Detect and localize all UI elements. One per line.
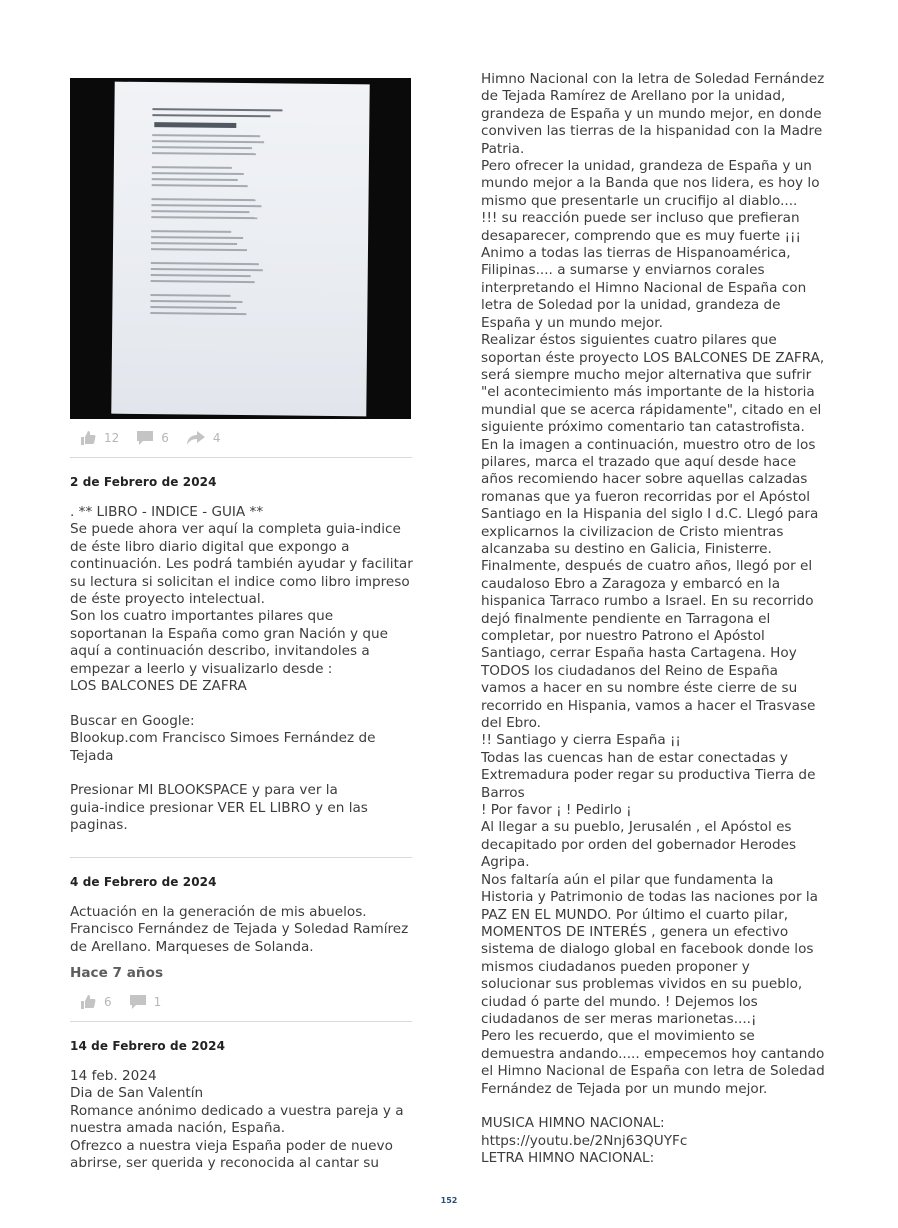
- body-line: el Himno Nacional de España con letra de Soledad: [481, 1063, 825, 1080]
- body-line: Himno Nacional con la letra de Soledad Fernández: [481, 71, 825, 87]
- entry-body: Actuación en la generación de mis abuelos. Francisco Fernández de Tejada y Soledad Ramírez de Arellano. Marqueses de Solanda.: [70, 903, 409, 955]
- share-count: 4: [212, 431, 221, 445]
- body-line: será siempre mucho mejor alternativa que sufrir: [481, 366, 812, 383]
- entry-body: 14 feb. 2024 Dia de San Valentín Romance anónimo dedicado a vuestra pareja y a nuestra amada nación, España. Ofrezco a nuestra vieja España poder de nuevo abrirse, ser querida y reconocida al cantar su: [70, 1067, 404, 1171]
- body-line: Patria.: [481, 140, 525, 157]
- body-line: romanas que ya fueron recorridas por el Apóstol: [481, 488, 811, 505]
- comment-button[interactable]: [130, 995, 162, 1009]
- like-button[interactable]: [80, 431, 119, 445]
- body-line: TODOS los ciudadanos del Reino de España: [481, 662, 778, 679]
- comment-icon: [130, 995, 146, 1009]
- like-count: 6: [104, 994, 112, 1009]
- body-line: decapitado por orden del gobernador Herodes: [481, 836, 797, 853]
- body-line: Finalmente, después de cuatro años, llegó por el: [481, 558, 813, 575]
- body-line: Extremadura poder regar su productiva Tierra de: [481, 767, 816, 784]
- body-line: mismos ciudadanos pueden proponer y: [481, 958, 750, 975]
- body-line: mundo mejor a la Banda que nos lidera, es hoy lo: [481, 175, 820, 192]
- share-icon: [187, 431, 205, 445]
- body-line: conviven las tierras de la hispanidad con la Madre: [481, 123, 823, 140]
- left-column: [70, 78, 412, 1172]
- body-line: mundial que se acerca rápidamente", citado en el: [481, 401, 822, 418]
- comment-count: 1: [153, 994, 162, 1009]
- post-actions: [70, 989, 412, 1022]
- body-line: MUSICA HIMNO NACIONAL:: [481, 1115, 665, 1132]
- share-button[interactable]: [187, 431, 221, 445]
- thumbs-up-icon: [80, 431, 96, 445]
- body-line: explicarnos la civilizacion de Cristo mientras: [481, 523, 784, 540]
- entry-date: 14 de Febrero de 2024: [70, 1038, 226, 1053]
- post-actions: [70, 419, 412, 458]
- body-line: años recomiendo hacer sobre aquellas calzadas: [481, 471, 808, 488]
- body-line: alcanzaba su destino en Galicia, Finisterre.: [481, 540, 772, 557]
- body-line: ciudad ó parte del mundo. ! Dejemos los: [481, 993, 758, 1010]
- entry-date: 2 de Febrero de 2024: [70, 475, 217, 489]
- body-line: Filipinas.... a sumarse y enviarnos corales: [481, 262, 765, 279]
- paper-sheet: [111, 82, 369, 417]
- body-line: completar, por nuestro Patrono el Apóstol: [481, 628, 765, 644]
- comment-button[interactable]: [137, 431, 169, 445]
- body-line: hispanica Tarraco rumbo a Israel. En su recorrido: [481, 593, 814, 610]
- body-line: Nos faltaría aún el pilar que fundamenta la: [481, 871, 774, 888]
- body-line: Agripa.: [481, 854, 530, 871]
- entry-body: . ** LIBRO - INDICE - GUIA ** Se puede ahora ver aquí la completa guia-indice de éste libro diario digital que expongo a continuación. Les podrá también ayudar y facilitar su lectura si solicitan el indice como libro impreso de éste proyecto intelectual. Son los cuatro importantes pilares que soportanan la España como gran Nación y que aquí a continuación describo, invitandoles a empezar a leerlo y visualizarlo desde : LOS BALCONES DE ZAFRA Buscar en Google: Blookup.com Francisco Simoes Fernández de Tejada Presionar MI BLOOKSPACE y para ver la guia-indice presionar VER EL LIBRO y en las paginas.: [70, 504, 413, 834]
- body-line: PAZ EN EL MUNDO. Por último el cuarto pilar,: [481, 906, 789, 923]
- like-button[interactable]: [80, 995, 112, 1009]
- body-line: En la imagen a continuación, muestro otro de los: [481, 436, 816, 453]
- body-line: solucionar sus problemas vividos en su pueblo,: [481, 976, 803, 993]
- body-line: Fernández de Tejada por un mundo mejor.: [481, 1080, 768, 1097]
- anthem-lyrics-photo: [70, 78, 411, 419]
- body-line: sistema de dialogo global en facebook donde los: [481, 941, 814, 958]
- post-age: Hace 7 años: [70, 964, 164, 981]
- body-line: pilares, marca el trazado que aquí desde hace: [481, 453, 797, 470]
- body-line: España y un mundo mejor.: [481, 314, 663, 331]
- body-line: LETRA HIMNO NACIONAL:: [481, 1150, 655, 1167]
- divider: [70, 857, 412, 858]
- body-line: "el acontecimiento más importante de la historia: [481, 384, 815, 401]
- body-line: mismo que presentarle un crucifijo al diablo....: [481, 192, 798, 209]
- body-line: siguiente próximo comentario tan catastrofista.: [481, 419, 805, 436]
- body-line: recorrido en Hispania, vamos a hacer el Trasvase: [481, 697, 816, 714]
- comment-count: 6: [161, 431, 169, 445]
- body-line: ciudadanos de ser meras marionetas....¡: [481, 1010, 757, 1027]
- body-line: Todas las cuencas han de estar conectadas y: [481, 749, 788, 766]
- body-line: desaparecer, comprendo que es muy fuerte ¡¡¡: [481, 227, 801, 244]
- body-line: interpretando el Himno Nacional de España con: [481, 279, 807, 296]
- body-line: demuestra andando..... empecemos hoy cantando: [481, 1045, 825, 1062]
- body-line: !!! su reacción puede ser incluso que prefieran: [481, 210, 800, 227]
- body-line: https://youtu.be/2Nnj63QUYFc: [481, 1132, 688, 1149]
- body-line: Santiago en la Hispania del siglo I d.C. Llegó para: [481, 506, 819, 523]
- body-line: Al llegar a su pueblo, Jerusalén , el Apóstol es: [481, 819, 792, 836]
- body-line: !! Santiago y cierra España ¡¡: [481, 732, 681, 749]
- body-line: caudaloso Ebro a Zaragoza y embarcó en la: [481, 575, 781, 592]
- right-column: [481, 71, 826, 1168]
- comment-icon: [137, 431, 153, 445]
- body-line: Barros: [481, 784, 525, 801]
- thumbs-up-icon: [80, 995, 96, 1009]
- body-line: del Ebro.: [481, 715, 541, 732]
- body-line: ! Por favor ¡ ! Pedirlo ¡: [481, 802, 632, 819]
- body-line: [481, 1098, 826, 1115]
- body-line: Realizar éstos siguientes cuatro pilares que: [481, 332, 777, 349]
- body-line: Pero les recuerdo, que el movimiento se: [481, 1028, 755, 1045]
- body-line: dejó finalmente pendiente en Tarragona el: [481, 610, 771, 627]
- like-count: 12: [104, 431, 120, 445]
- body-line: vamos a hacer en su nombre éste cierre de su: [481, 680, 798, 697]
- body-line: Animo a todas las tierras de Hispanoamérica,: [481, 245, 791, 262]
- body-line: Santiago, cerrar España hasta Cartagena. Hoy: [481, 645, 797, 662]
- body-line: grandeza de España y un mundo mejor, en donde: [481, 105, 822, 122]
- entry-date: 4 de Febrero de 2024: [70, 874, 217, 889]
- body-line: soportan éste proyecto LOS BALCONES DE ZAFRA,: [481, 349, 825, 366]
- body-line: letra de Soledad por la unidad, grandeza de: [481, 297, 781, 314]
- body-line: Historia y Patrimonio de todas las naciones por la: [481, 889, 819, 906]
- body-line: MOMENTOS DE INTERÉS , genera un efectivo: [481, 923, 789, 940]
- page-number: 152: [440, 1196, 458, 1205]
- body-line: Pero ofrecer la unidad, grandeza de España y un: [481, 158, 812, 175]
- body-line: de Tejada Ramírez de Arellano por la unidad,: [481, 88, 786, 105]
